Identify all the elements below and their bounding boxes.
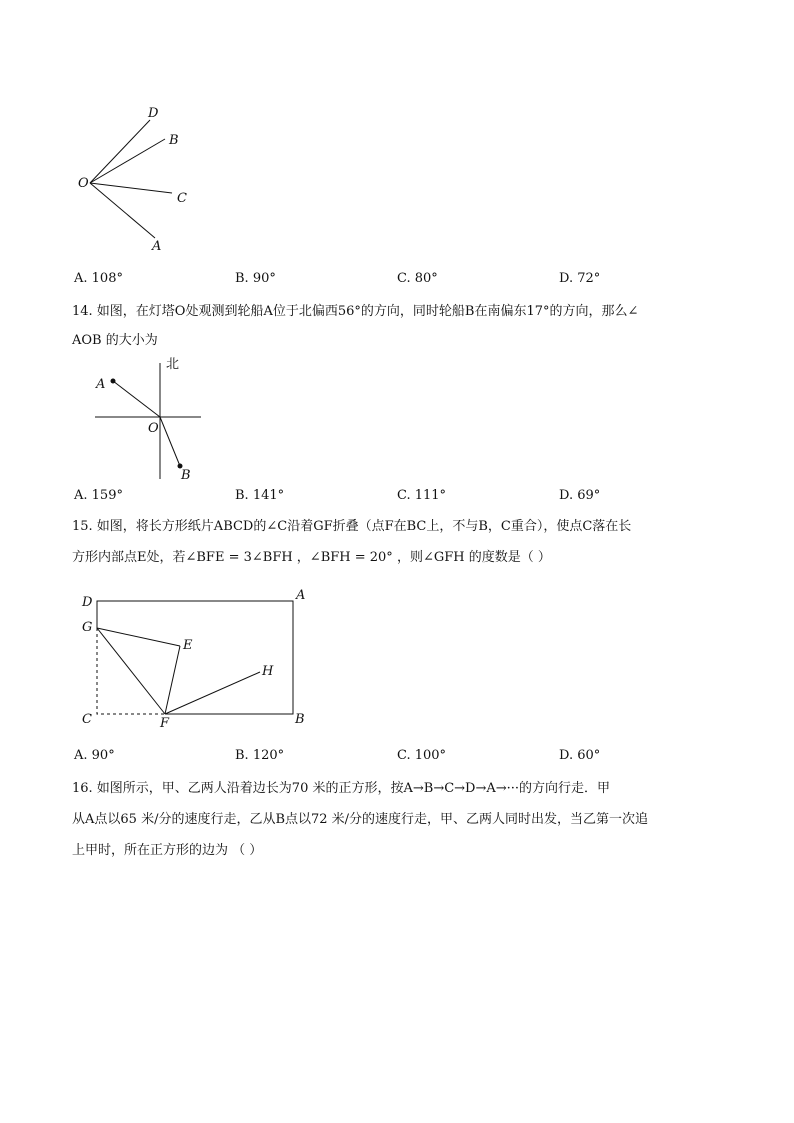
rectangle-outline: [97, 601, 293, 714]
label-A: A: [152, 239, 162, 254]
q15-text-line2: 方形内部点E处，若∠BFE = 3∠BFH ，∠BFH = 20° ，则∠GFH 的度数是（ ）: [72, 550, 551, 565]
label-A: A: [96, 377, 106, 392]
q16-text-line2: 从A点以65 米/分的速度行走，乙从B点以72 米/分的速度行走，甲、乙两人同时出发，当乙第一次追: [72, 812, 649, 827]
segment-FH: [165, 672, 260, 714]
label-C: C: [177, 191, 187, 206]
label-G: G: [82, 620, 93, 635]
q15-option-d[interactable]: D. 60°: [559, 748, 601, 763]
q13-figure: [70, 100, 210, 260]
q13-option-a[interactable]: A. 108°: [74, 271, 123, 286]
q14-text-line1: 14. 如图，在灯塔O处观测到轮船A位于北偏西56°的方向，同时轮船B在南偏东17°的方向，那么∠: [72, 304, 639, 319]
label-E: E: [183, 638, 193, 653]
q14-option-c[interactable]: C. 111°: [397, 488, 447, 503]
q14-option-d[interactable]: D. 69°: [559, 488, 601, 503]
q15-option-a[interactable]: A. 90°: [74, 748, 115, 763]
q15-option-b[interactable]: B. 120°: [235, 748, 285, 763]
q14-text-line2: AOB 的大小为: [72, 333, 158, 348]
label-B: B: [181, 468, 191, 483]
label-B: B: [295, 712, 305, 727]
q14-option-a[interactable]: A. 159°: [74, 488, 123, 503]
ray-OC: [90, 183, 172, 193]
q15-figure: [78, 588, 318, 733]
ray-OD: [90, 120, 150, 183]
label-O: O: [78, 176, 89, 191]
q16-text-line3: 上甲时，所在正方形的边为 （ ）: [72, 843, 263, 858]
q14-option-b[interactable]: B. 141°: [235, 488, 285, 503]
ray-OA: [90, 183, 155, 238]
q14-figure: [90, 355, 210, 485]
q13-option-c[interactable]: C. 80°: [397, 271, 438, 286]
label-C: C: [82, 712, 92, 727]
label-O: O: [148, 421, 159, 436]
label-A: A: [296, 588, 306, 603]
segment-EF: [165, 646, 180, 714]
q15-text-line1: 15. 如图，将长方形纸片ABCD的∠C沿着GF折叠（点F在BC上，不与B，C重合），使点C落在长: [72, 519, 632, 534]
label-F: F: [160, 716, 170, 731]
q16-text-line1: 16. 如图所示，甲、乙两人沿着边长为70 米的正方形，按A→B→C→D→A→···的方向行走．甲: [72, 781, 611, 796]
q15-option-c[interactable]: C. 100°: [397, 748, 447, 763]
q13-option-b[interactable]: B. 90°: [235, 271, 276, 286]
label-north: 北: [166, 357, 180, 372]
ray-OB: [90, 139, 165, 183]
label-D: D: [148, 106, 159, 121]
point-A: [111, 379, 116, 384]
label-H: H: [262, 664, 274, 679]
label-D: D: [82, 595, 93, 610]
ray-OB: [160, 417, 180, 466]
ray-OA: [113, 381, 160, 417]
label-B: B: [169, 133, 179, 148]
q13-option-d[interactable]: D. 72°: [559, 271, 601, 286]
